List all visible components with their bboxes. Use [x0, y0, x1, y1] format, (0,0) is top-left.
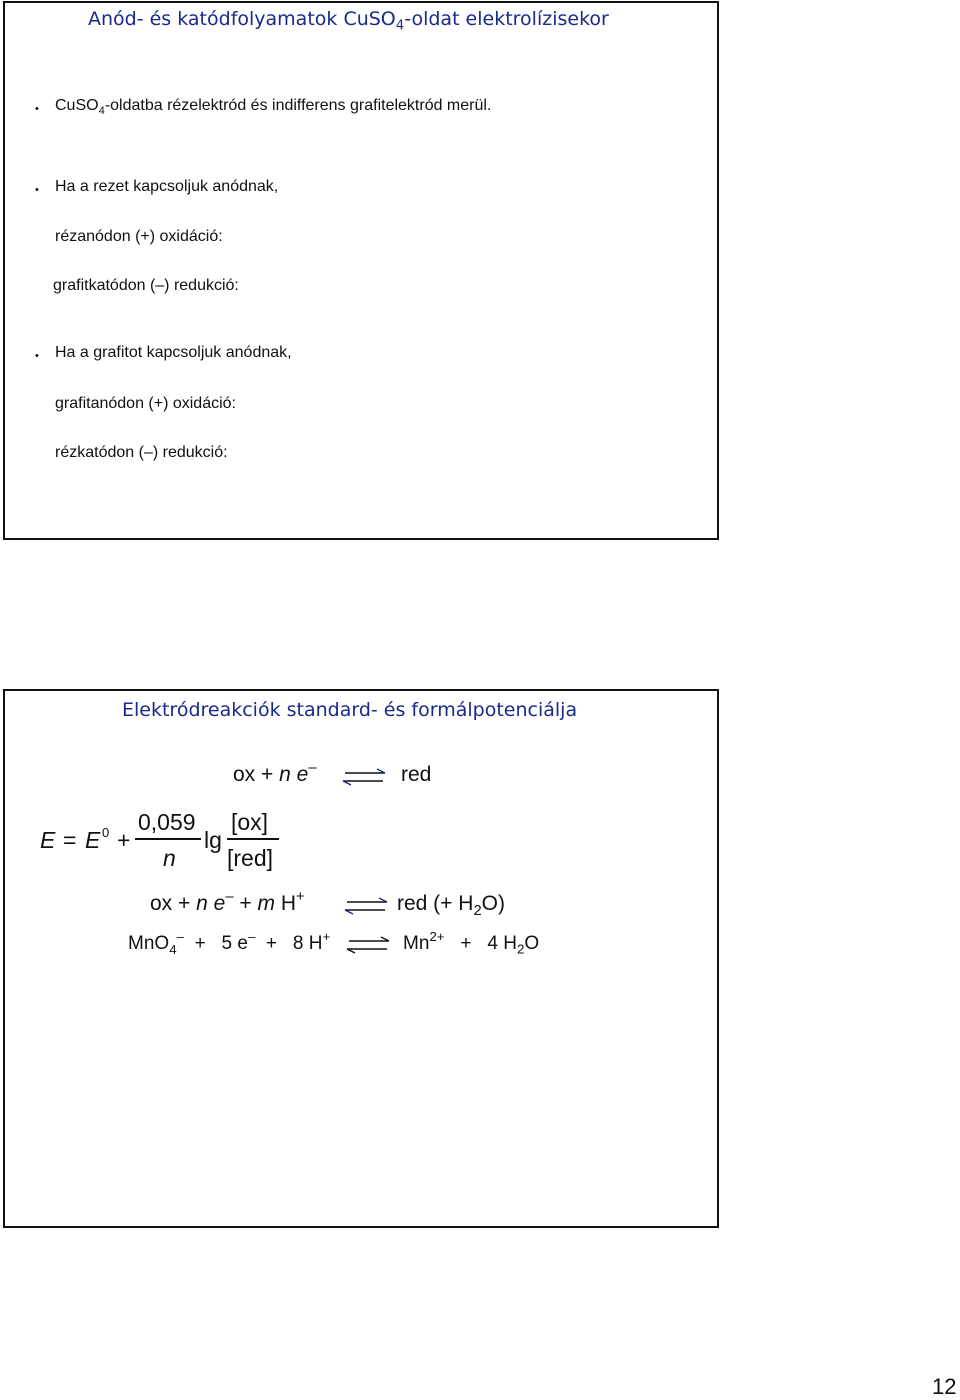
line-copper-anode-oxidation: rézanódon (+) oxidáció:: [55, 228, 223, 245]
slide1-title: Anód- és katódfolyamatok CuSO$_4$-oldat elektrolízisekor: [88, 8, 609, 34]
nernst-equals: =: [63, 827, 77, 853]
nernst-E: E: [40, 827, 56, 853]
equation-general-red: red: [401, 763, 432, 786]
nernst-numerator: 0,059: [138, 809, 196, 835]
fraction-line: [227, 838, 279, 840]
slide2-title: Elektródreakciók standard- és formálpotenciálja: [122, 699, 578, 721]
equilibrium-arrow-icon: [343, 897, 389, 915]
bullet-icon: •: [35, 350, 39, 362]
line-graphite-anode-oxidation: grafitanódon (+) oxidáció:: [55, 395, 236, 412]
bullet-icon: •: [35, 184, 39, 196]
equation-protonated-red: red (+ $H_2O$): [397, 892, 505, 920]
equilibrium-arrow-icon: [345, 936, 391, 954]
line-graphite-anode: Ha a grafitot kapcsoljuk anódnak,: [55, 344, 292, 361]
slide-electrode-potentials: [3, 689, 719, 1228]
equation-general: ox + n e–: [233, 760, 317, 786]
nernst-ox: [ox]: [231, 809, 269, 835]
nernst-denominator: n: [163, 845, 176, 871]
equilibrium-arrow-icon: [341, 768, 387, 786]
bullet-icon: •: [35, 103, 39, 115]
line-copper-cathode-reduction: rézkatódon (–) redukció:: [55, 444, 228, 461]
equation-permanganate-products: $Mn^{2+}$ + 4 $H_2O$: [403, 929, 540, 957]
slide-anode-cathode: [3, 1, 719, 540]
line-copper-anode: Ha a rezet kapcsoljuk anódnak,: [55, 178, 279, 195]
nernst-plus: +: [117, 827, 131, 853]
nernst-E0-superscript: 0: [102, 825, 110, 840]
nernst-E0: E: [85, 827, 101, 853]
nernst-lg: lg: [204, 827, 222, 853]
line-graphite-cathode-reduction: grafitkatódon (–) redukció:: [53, 277, 239, 294]
equation-protonated: ox + n e– + m H+: [150, 889, 305, 915]
line-setup: CuSO$_4$-oldatba rézelektród és indifferens grafitelektród merül.: [55, 97, 492, 117]
nernst-red: [red]: [227, 845, 274, 871]
page-number: 12: [932, 1374, 957, 1399]
equation-permanganate: MnO$_4$– + 5 e– + 8 H+: [128, 929, 331, 957]
fraction-line: [135, 838, 201, 840]
